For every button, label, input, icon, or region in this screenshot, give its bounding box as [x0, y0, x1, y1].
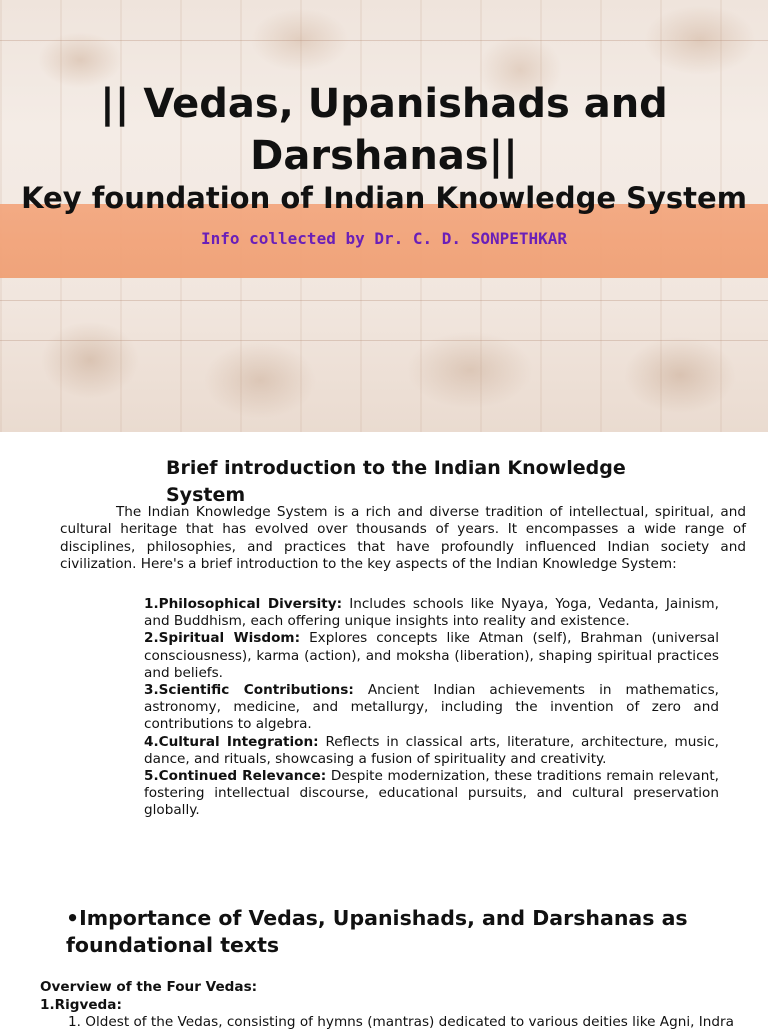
stone-course-line: [0, 340, 768, 341]
list-item: [144, 682, 719, 734]
author-credit: Info collected by Dr. C. D. SONPETHKAR: [200, 229, 568, 248]
list-item: [144, 596, 719, 630]
intro-heading: Brief introduction to the Indian Knowledge System: [166, 457, 626, 506]
list-item-label: 1.Philosophical Diversity:: [144, 596, 343, 612]
stone-course-line: [0, 40, 768, 41]
list-item-label: 4.Cultural Integration:: [144, 733, 319, 750]
title-banner: [0, 0, 768, 432]
document-subtitle: Key foundation of Indian Knowledge System: [21, 181, 747, 215]
list-item-text: Explores concepts like Atman (self), Brahman (universal consciousness), karma (action), and moksha (liberation), shaping spiritual practices and beliefs.: [144, 630, 719, 681]
stone-course-line: [0, 300, 768, 301]
list-item: [144, 734, 719, 768]
list-item: [144, 630, 719, 682]
rigveda-item: 1. Oldest of the Vedas, consisting of hymns (mantras) dedicated to various deities like Agni, Indra: [68, 1014, 734, 1030]
importance-heading: •Importance of Vedas, Upanishads, and Darshanas as foundational texts: [66, 906, 688, 957]
list-item-text: Despite modernization, these traditions remain relevant, fostering intellectual discourse, educational pursuits, and cultural preservation globally.: [144, 768, 719, 819]
vedas-overview: [40, 979, 740, 1014]
intro-paragraph-text: The Indian Knowledge System is a rich and diverse tradition of intellectual, spiritual, and cultural heritage that has evolved over thousands of years. It encompasses a wide range of disciplines, philosophies, and practices that have profoundly influenced Indian society and civilization. Here's a brief introduction to the key aspects of the Indian Knowledge System:: [60, 504, 746, 573]
list-item-label: 3.Scientific Contributions:: [144, 682, 354, 699]
list-item-text: Includes schools like Nyaya, Yoga, Vedanta, Jainism, and Buddhism, each offering unique insights into reality and existence.: [144, 596, 719, 630]
overview-heading: Overview of the Four Vedas:: [40, 979, 258, 995]
list-item-text: Reflects in classical arts, literature, architecture, music, dance, and rituals, showcasing a fusion of spirituality and creativity.: [144, 733, 719, 767]
list-item-label: 2.Spiritual Wisdom:: [144, 630, 301, 647]
list-item-label: 5.Continued Relevance:: [144, 768, 327, 785]
list-item-text: Ancient Indian achievements in mathematics, astronomy, medicine, and metallurgy, including the invention of zero and contributions to algebra.: [144, 682, 719, 733]
rigveda-label: 1.Rigveda:: [40, 996, 122, 1013]
document-title: || Vedas, Upanishads and Darshanas||: [100, 81, 668, 179]
key-aspects-list: [144, 596, 719, 820]
list-item: [144, 768, 719, 820]
intro-paragraph: [60, 504, 746, 574]
